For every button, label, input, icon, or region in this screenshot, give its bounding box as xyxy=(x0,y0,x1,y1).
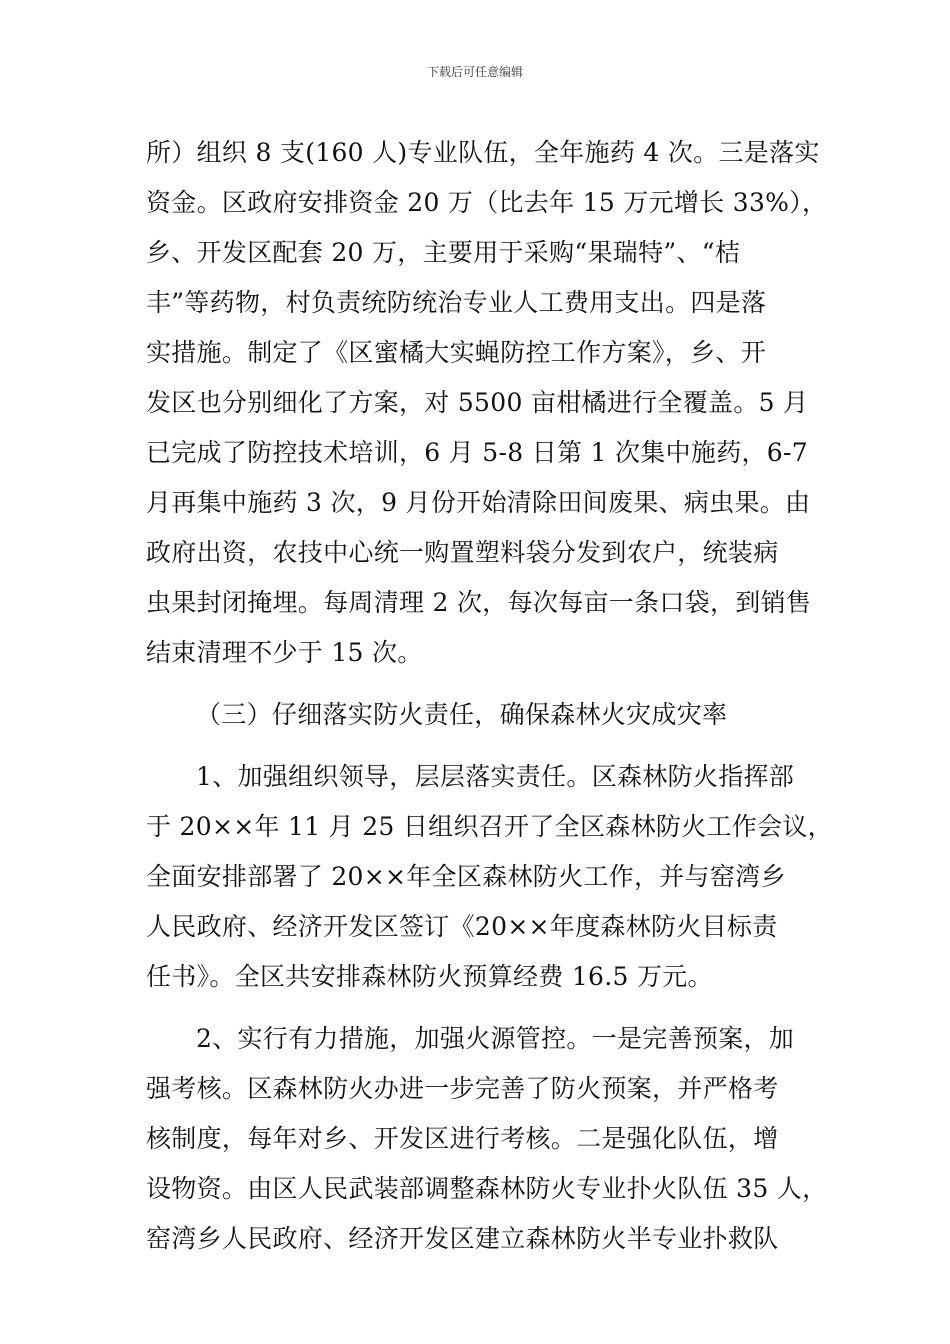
text-line: 资金。区政府安排资金 20 万（比去年 15 万元增长 33%）， xyxy=(146,188,828,217)
document-body xyxy=(146,128,833,1264)
text-line: 月再集中施药 3 次，9 月份开始清除田间废果、病虫果。由 xyxy=(146,488,811,517)
paragraph-2-line: 核制度，每年对乡、开发区进行考核。二是强化队伍，增 xyxy=(146,1124,779,1153)
text-line: 实措施。制定了《区蜜橘大实蝇防控工作方案》，乡、开 xyxy=(146,338,767,367)
paragraph-2-line: 强考核。区森林防火办进一步完善了防火预案，并严格考 xyxy=(146,1074,779,1103)
paragraph-1-line: 任书》。全区共安排森林防火预算经费 16.5 万元。 xyxy=(146,962,713,991)
paragraph-2-line: 2、实行有力措施，加强火源管控。一是完善预案，加 xyxy=(196,1024,795,1053)
text-line: 政府出资，农技中心统一购置塑料袋分发到农户，统装病 xyxy=(146,538,779,567)
paragraph-1-line: 全面安排部署了 20××年全区森林防火工作，并与窑湾乡 xyxy=(146,862,786,891)
text-line: 结束清理不少于 15 次。 xyxy=(146,638,423,667)
text-line: 丰”等药物，村负责统防统治专业人工费用支出。四是落 xyxy=(146,288,767,317)
section-heading: （三）仔细落实防火责任，确保森林火灾成灾率 xyxy=(196,700,728,729)
text-line: 乡、开发区配套 20 万，主要用于采购“果瑞特”、“桔 xyxy=(146,238,741,267)
text-line: 发区也分别细化了方案，对 5500 亩柑橘进行全覆盖。5 月 xyxy=(146,388,809,417)
paragraph-1-line: 人民政府、经济开发区签订《20××年度森林防火目标责 xyxy=(146,912,778,941)
text-line: 虫果封闭掩埋。每周清理 2 次，每次每亩一条口袋，到销售 xyxy=(146,588,812,617)
text-line: 所）组织 8 支(160 人)专业队伍，全年施药 4 次。三是落实 xyxy=(146,138,820,167)
page-header: 下载后可任意编辑 xyxy=(426,65,523,79)
paragraph-1-line: 1、加强组织领导，层层落实责任。区森林防火指挥部 xyxy=(196,762,795,791)
paragraph-2-line: 设物资。由区人民武装部调整森林防火专业扑火队伍 35 人， xyxy=(146,1174,828,1203)
text-line: 已完成了防控技术培训，6 月 5-8 日第 1 次集中施药，6-7 xyxy=(146,438,808,467)
paragraph-2-line: 窑湾乡人民政府、经济开发区建立森林防火半专业扑救队 xyxy=(146,1224,779,1253)
paragraph-1-line: 于 20××年 11 月 25 日组织召开了全区森林防火工作会议， xyxy=(146,812,833,841)
